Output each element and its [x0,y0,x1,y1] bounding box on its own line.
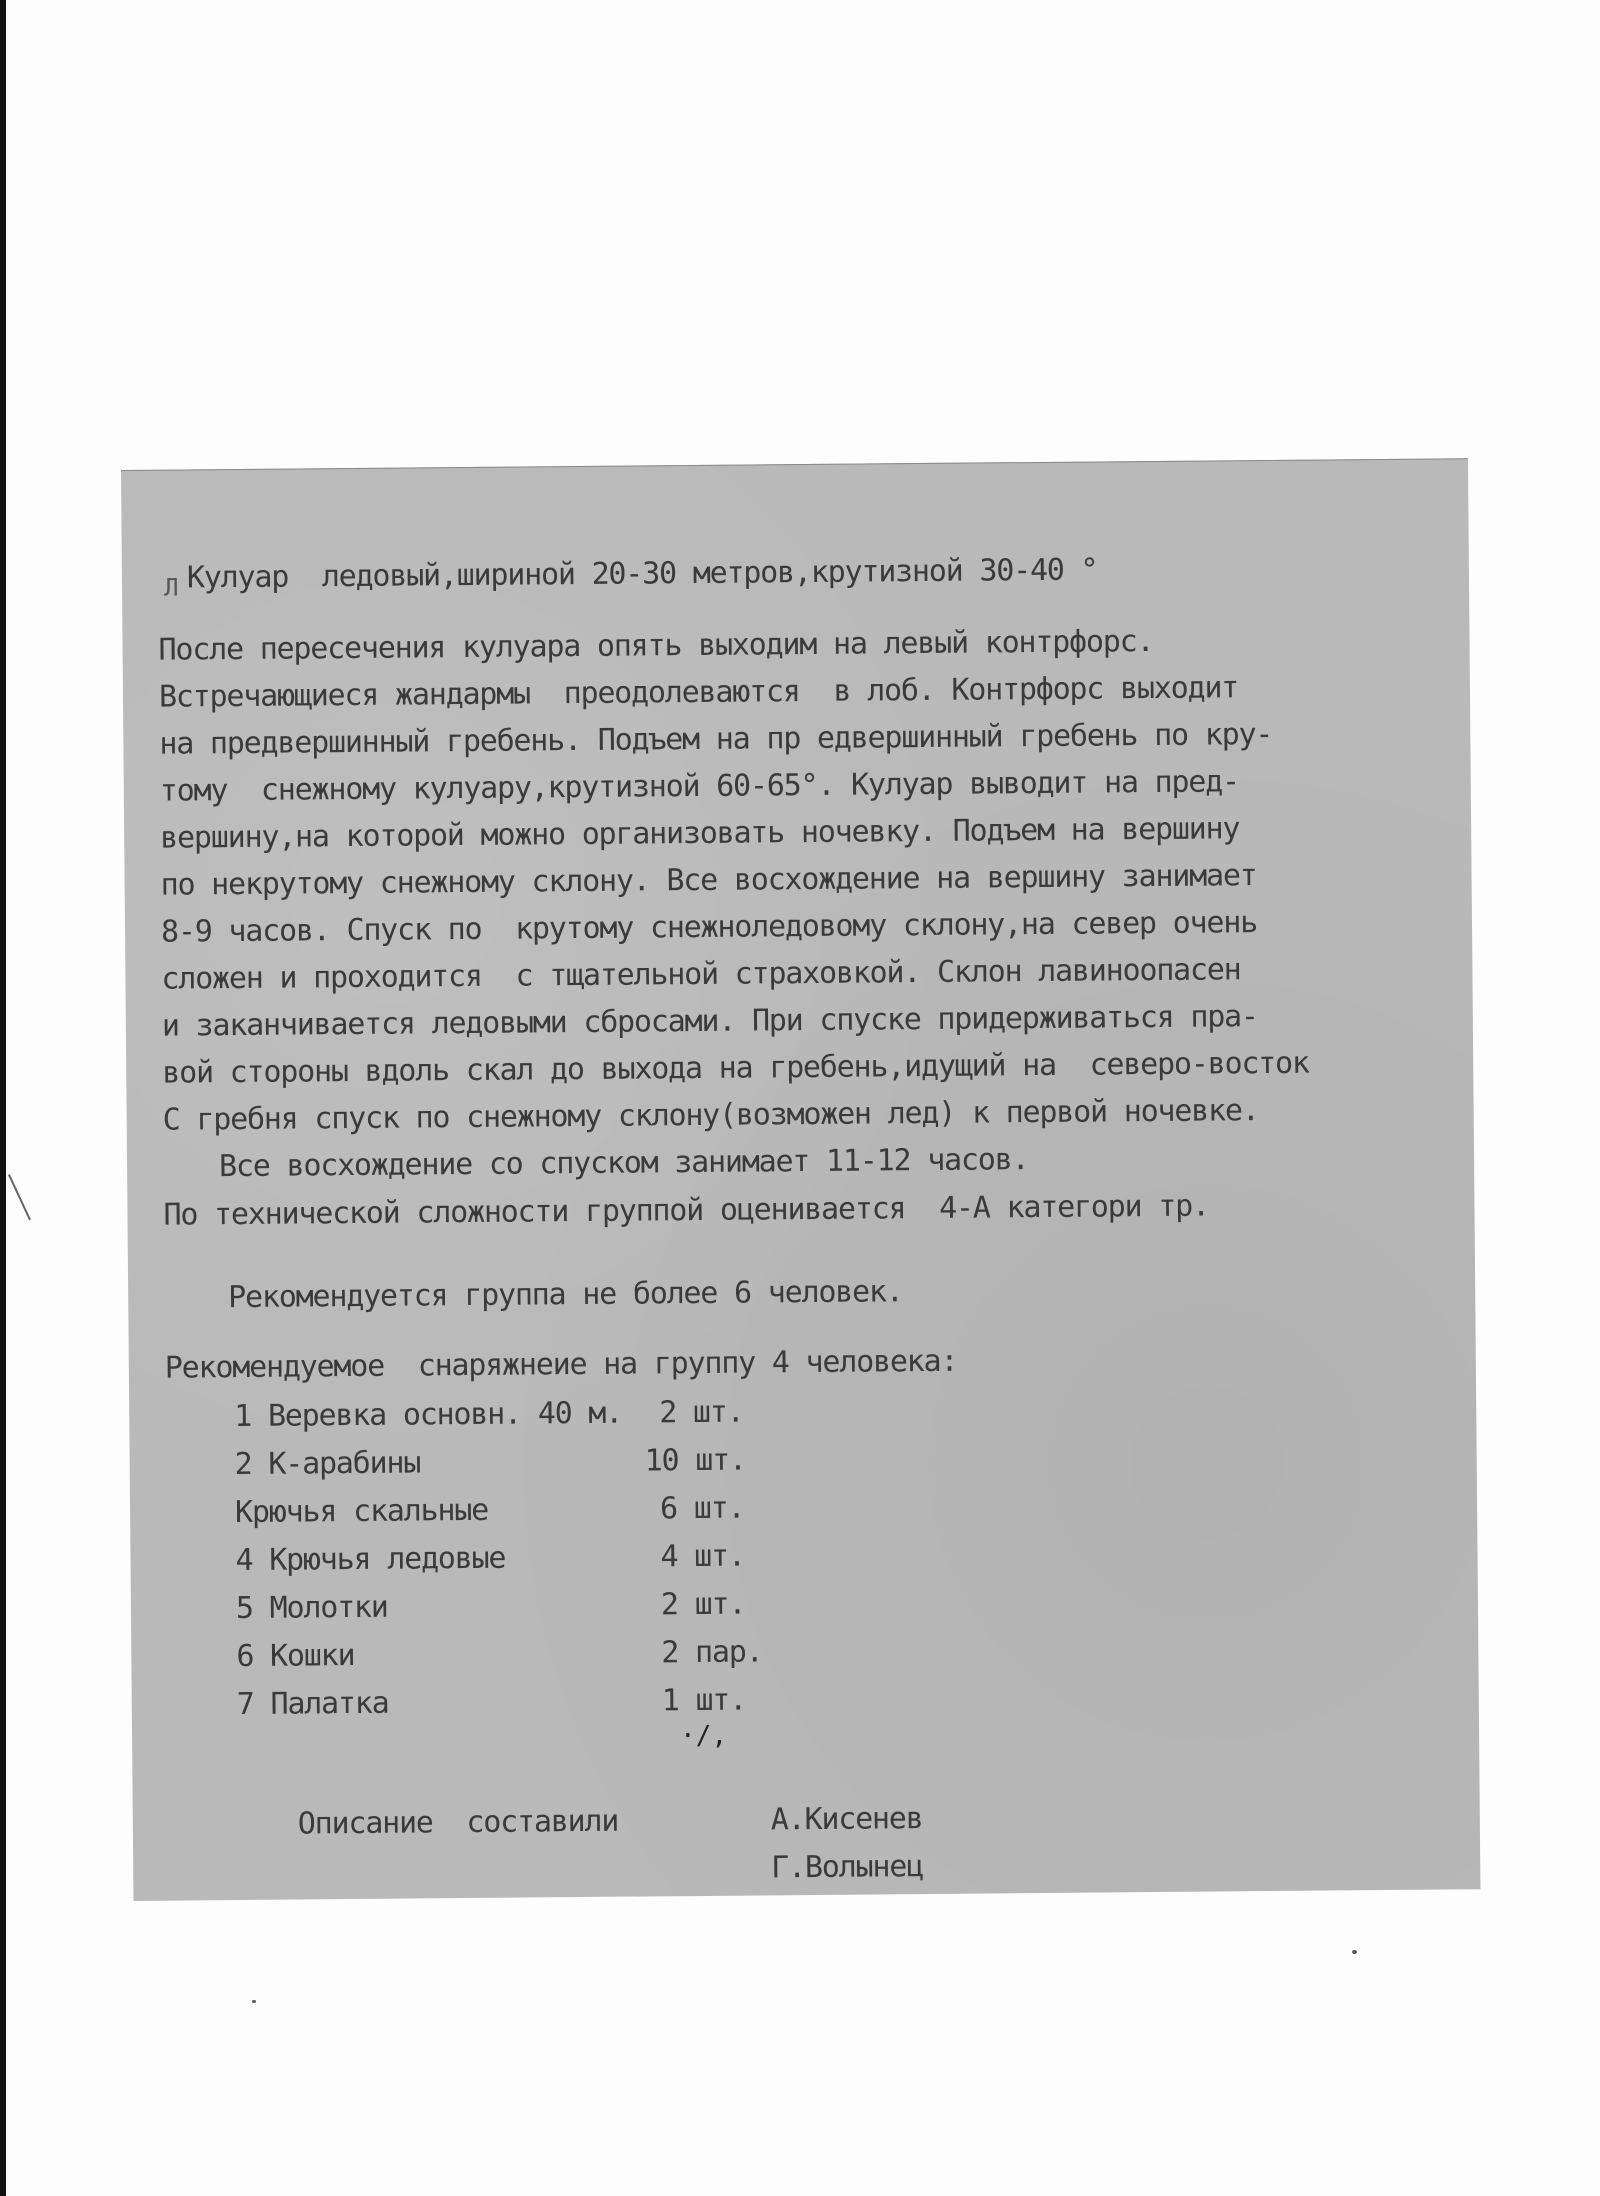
body-line: и заканчивается ледовыми сбросами. При спуске придерживаться пра- [161,999,1258,1044]
equipment-qty: 10 шт. [644,1442,746,1479]
equipment-qty: 2 шт. [660,1586,746,1623]
equipment-qty: 2 шт. [659,1394,744,1431]
equipment-heading: Рекомендуемое снаряжнеие на группу 4 человека: [164,1343,958,1386]
body-line: Встречающиеся жандармы преодолеваются в лоб. Контрфорс выходит [158,670,1239,715]
equipment-qty: 4 шт. [660,1538,745,1575]
equipment-qty: 2 пар. [661,1634,763,1671]
equipment-item: 6 Кошки [236,1638,355,1675]
signature-label: Описание составили [297,1803,619,1842]
scan-speck [252,2000,256,2003]
body-line: сложен и проходится с тщательной страховкой. Склон лавиноопасен [161,952,1241,997]
equipment-item: 5 Молотки [235,1589,388,1627]
stray-mark [8,1174,31,1220]
body-line: После пересечения кулуара опять выходим на левый контрфорс. [158,623,1154,668]
body-line: по некрутому снежному склону. Все восхождение на вершину занимает [160,858,1257,903]
body-line: 8-9 часов. Спуск по крутому снежноледовому склону,на север очень [160,905,1258,950]
handwritten-mark: ·/, [679,1720,728,1752]
equipment-item: Крючья скальные [234,1492,489,1531]
typewritten-page [121,458,1480,1901]
equipment-qty: 6 шт. [659,1490,745,1527]
margin-mark: Л [163,573,178,602]
heading: Кулуар ледовый,шириной 20-30 метров,крутизной 30-40 ° [186,552,1098,596]
author: А.Кисенев [770,1801,923,1838]
equipment-item: 7 Палатка [236,1685,389,1723]
scan-border [0,0,6,2196]
body-line: вершину,на которой можно организовать ночевку. Подъем на вершину [160,811,1240,856]
total-time: Все восхождение со спуском занимает 11-12 часов. [218,1142,1029,1185]
author: Г.Волынец [771,1849,924,1886]
body-line: на предвершинный гребень. Подъем на пр едвершинный гребень по кру- [159,716,1273,762]
body-line: вой стороны вдоль скал до выхода на гребень,идущий на северо-восток [162,1045,1309,1091]
group-size: Рекомендуется группа не более 6 человек. [228,1274,903,1316]
equipment-item: 2 К-арабины [234,1445,421,1483]
equipment-item: 4 Крючья ледовые [235,1540,506,1579]
equipment-qty: 1 шт. [661,1682,747,1719]
scan-speck [1352,1950,1357,1954]
difficulty: По технической сложности группой оценивается 4-А категори тр. [163,1188,1210,1233]
equipment-item: 1 Веревка основн. 40 м. [234,1395,623,1435]
body-line: С гребня спуск по снежному склону(возможен лед) к первой ночевке. [162,1093,1259,1138]
body-line: тому снежному кулуару,крутизной 60-65°. Кулуар выводит на пред- [159,764,1240,809]
